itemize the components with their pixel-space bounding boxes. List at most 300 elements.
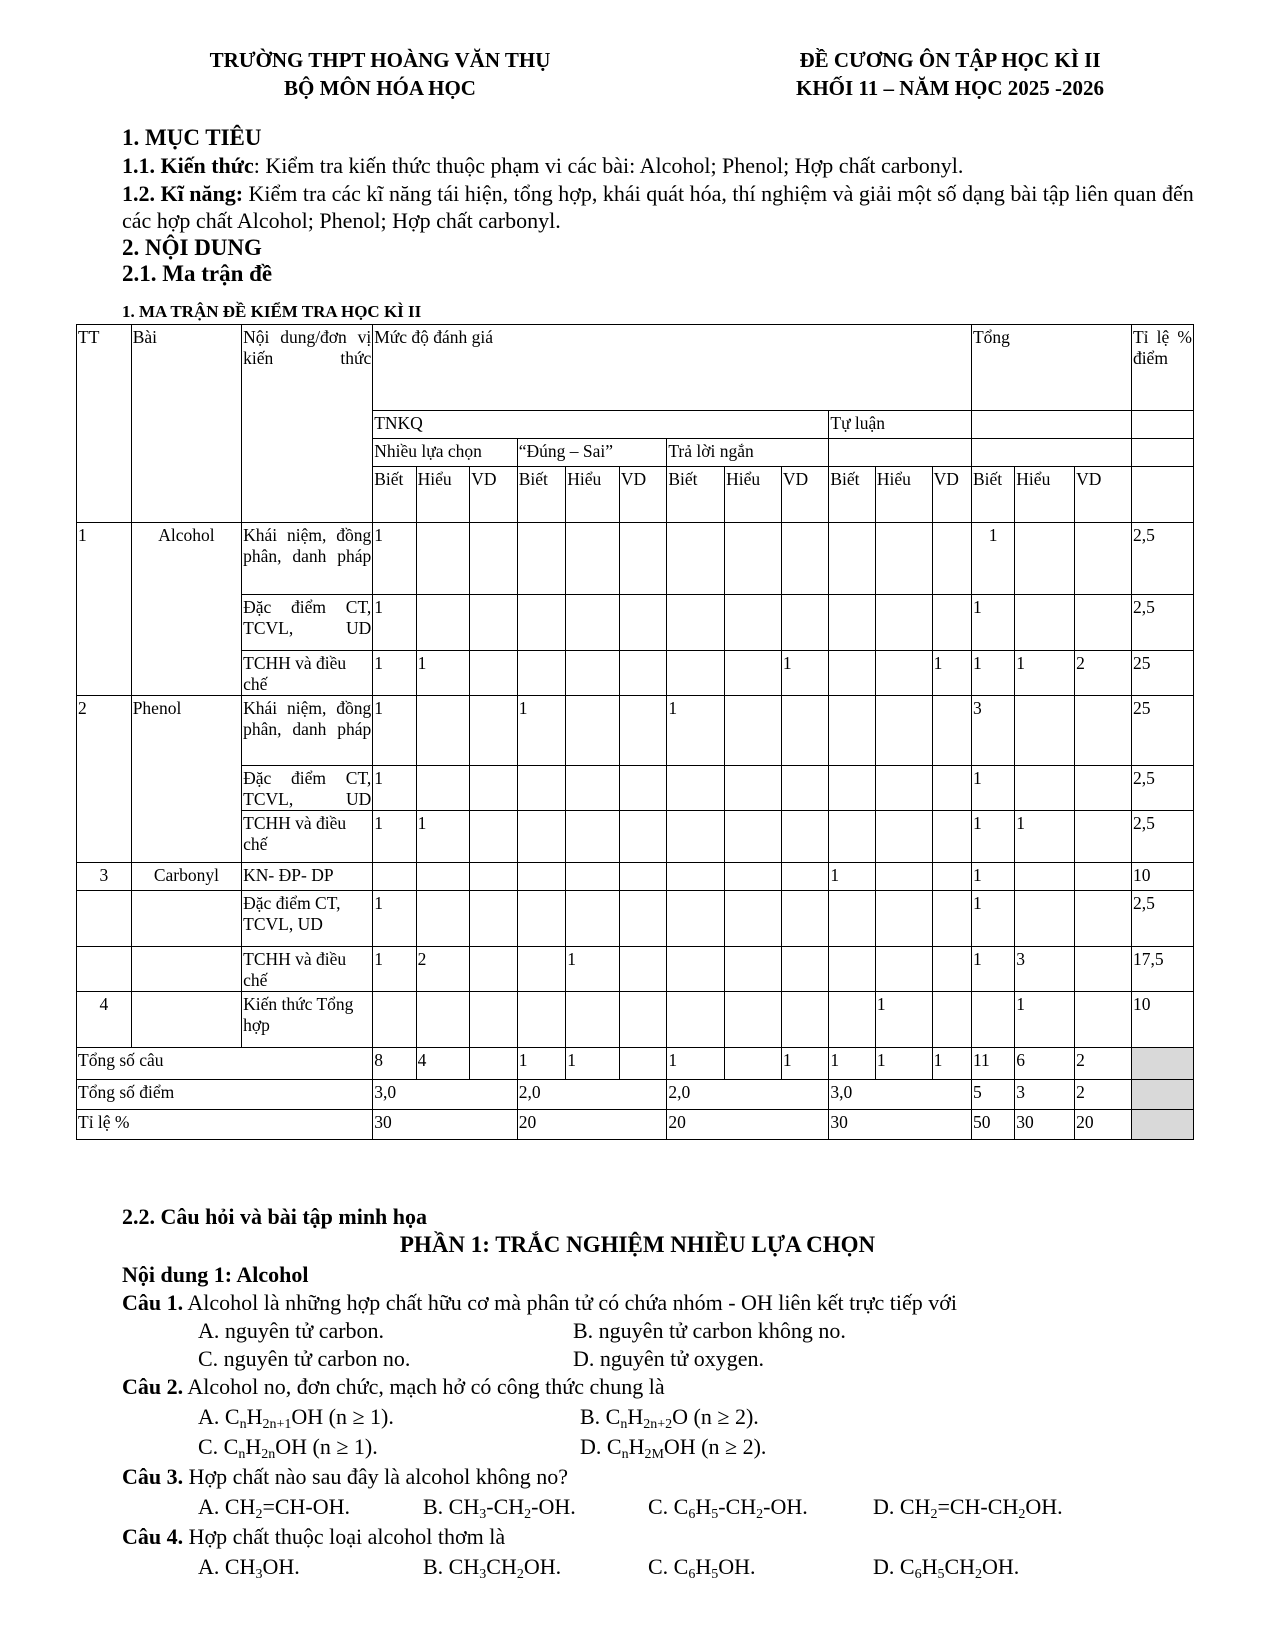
table-row <box>77 696 1194 766</box>
total-questions-cell: 1 <box>667 1048 725 1080</box>
header-noidung: Nội dung/đơn vị kiến thức <box>242 325 373 523</box>
knowledge-paragraph <box>122 152 1212 179</box>
total-questions-cell: 2 <box>1075 1048 1132 1080</box>
header-level: Hiểu <box>725 467 782 523</box>
ratio-cell: 30 <box>829 1110 972 1140</box>
table-row <box>77 947 1194 992</box>
department-name: BỘ MÔN HÓA HỌC <box>284 76 476 100</box>
header-level: VD <box>470 467 517 523</box>
question-text: Alcohol là những hợp chất hữu cơ mà phân tử có chứa nhóm - OH liên kết trực tiếp với <box>183 1290 958 1315</box>
question-text: Hợp chất nào sau đây là alcohol không no? <box>183 1464 569 1489</box>
matrix-cell <box>667 651 725 696</box>
section-1-title: 1. MỤC TIÊU <box>122 125 262 150</box>
table-row <box>77 992 1194 1048</box>
header-tuluan: Tự luận <box>829 411 972 439</box>
total-questions-cell: 1 <box>932 1048 971 1080</box>
matrix-cell <box>725 863 782 891</box>
header-level: Biết <box>517 467 566 523</box>
matrix-cell <box>619 891 666 947</box>
q1-option-c: C. nguyên tử carbon no. <box>198 1346 411 1371</box>
matrix-cell <box>470 696 517 766</box>
header-level: Hiểu <box>416 467 470 523</box>
header-level: Hiểu <box>566 467 620 523</box>
matrix-cell <box>875 947 932 992</box>
table-row <box>77 651 1194 696</box>
matrix-cell <box>829 766 875 811</box>
matrix-cell <box>1015 891 1075 947</box>
matrix-cell <box>470 863 517 891</box>
matrix-cell <box>517 811 566 863</box>
matrix-cell <box>725 696 782 766</box>
header-level: VD <box>1075 467 1132 523</box>
matrix-cell: 1 <box>971 766 1014 811</box>
content-1-title: Nội dung 1: Alcohol <box>122 1262 309 1287</box>
matrix-cell <box>619 696 666 766</box>
header-tnkq: TNKQ <box>373 411 829 439</box>
header-tt: TT <box>77 325 132 523</box>
matrix-cell <box>566 696 620 766</box>
matrix-cell: 1 <box>517 696 566 766</box>
matrix-cell <box>1075 595 1132 651</box>
matrix-cell: 1 <box>373 947 416 992</box>
matrix-cell <box>781 811 828 863</box>
matrix-cell: 1 <box>971 947 1014 992</box>
header-level: Biết <box>373 467 416 523</box>
row-noidung: TCHH và điều chế <box>242 651 373 696</box>
total-points-cell: 5 <box>971 1080 1014 1110</box>
matrix-cell <box>566 766 620 811</box>
question-label: Câu 1. <box>122 1290 184 1315</box>
matrix-body <box>77 523 1194 1140</box>
matrix-cell <box>619 595 666 651</box>
matrix-cell: 1 <box>373 811 416 863</box>
header-tile: Tỉ lệ % điểm <box>1131 325 1193 411</box>
row-noidung: TCHH và điều chế <box>242 947 373 992</box>
matrix-cell <box>619 811 666 863</box>
q1-option-b: B. nguyên tử carbon không no. <box>573 1318 846 1343</box>
row-noidung: TCHH và điều chế <box>242 811 373 863</box>
q2-option-d: D. $C_nH_{2M}OH$ (n ≥ 2). <box>580 1434 767 1462</box>
matrix-cell: 1 <box>416 651 470 696</box>
header-empty <box>1131 467 1193 523</box>
matrix-cell <box>781 523 828 595</box>
matrix-cell <box>566 891 620 947</box>
matrix-cell <box>725 651 782 696</box>
row-tile: 2,5 <box>1131 891 1193 947</box>
matrix-cell: 3 <box>1015 947 1075 992</box>
matrix-cell <box>781 766 828 811</box>
total-questions-row <box>77 1048 1194 1080</box>
matrix-cell <box>667 863 725 891</box>
question-3 <box>122 1464 568 1490</box>
matrix-cell <box>1075 891 1132 947</box>
matrix-cell <box>875 523 932 595</box>
total-questions-cell: 1 <box>829 1048 875 1080</box>
matrix-cell <box>725 992 782 1048</box>
header-mucdo: Mức độ đánh giá <box>373 325 972 411</box>
row-tile: 2,5 <box>1131 766 1193 811</box>
matrix-cell <box>932 947 971 992</box>
matrix-cell <box>829 891 875 947</box>
row-bai <box>131 947 241 992</box>
total-points-row <box>77 1080 1194 1110</box>
question-text: Hợp chất thuộc loại alcohol thơm là <box>183 1524 506 1549</box>
ratio-label: Tỉ lệ % <box>77 1110 373 1140</box>
matrix-cell <box>566 523 620 595</box>
header-bai: Bài <box>131 325 241 523</box>
row-bai: Alcohol <box>131 523 241 696</box>
total-points-cell: 3,0 <box>373 1080 517 1110</box>
total-questions-cell: 1 <box>875 1048 932 1080</box>
skill-label: 1.2. Kĩ năng: <box>122 181 244 206</box>
total-points-cell: 2,0 <box>517 1080 667 1110</box>
row-noidung: Kiến thức Tổng hợp <box>242 992 373 1048</box>
matrix-title: 1. MA TRẬN ĐỀ KIỂM TRA HỌC KÌ II <box>122 302 422 321</box>
assessment-matrix-table <box>76 324 1194 1140</box>
q2-option-c: C. $C_nH_{2n}OH$ (n ≥ 1). <box>198 1434 378 1462</box>
row-noidung: KN- ĐP- DP <box>242 863 373 891</box>
matrix-cell <box>1075 523 1132 595</box>
matrix-cell <box>517 863 566 891</box>
matrix-cell <box>517 595 566 651</box>
matrix-cell: 1 <box>971 891 1014 947</box>
matrix-cell <box>781 696 828 766</box>
matrix-cell: 1 <box>373 523 416 595</box>
total-questions-cell: 11 <box>971 1048 1014 1080</box>
matrix-cell <box>667 947 725 992</box>
matrix-cell: 2 <box>416 947 470 992</box>
knowledge-label: 1.1. Kiến thức <box>122 153 254 178</box>
matrix-cell <box>875 811 932 863</box>
total-questions-cell: 1 <box>517 1048 566 1080</box>
question-1 <box>122 1290 957 1316</box>
matrix-cell <box>875 863 932 891</box>
matrix-cell <box>875 696 932 766</box>
matrix-cell: 3 <box>971 696 1014 766</box>
matrix-cell <box>667 595 725 651</box>
matrix-cell <box>932 863 971 891</box>
total-questions-cell: 1 <box>781 1048 828 1080</box>
matrix-cell <box>725 766 782 811</box>
table-row <box>77 595 1194 651</box>
q3-option-b: B. $CH_3-CH_2-OH$. <box>423 1494 576 1522</box>
matrix-cell <box>619 651 666 696</box>
total-questions-cell: 1 <box>566 1048 620 1080</box>
matrix-cell <box>470 947 517 992</box>
matrix-cell: 1 <box>373 595 416 651</box>
ratio-row <box>77 1110 1194 1140</box>
matrix-cell <box>725 811 782 863</box>
ratio-cell: 20 <box>1075 1110 1132 1140</box>
matrix-cell <box>932 891 971 947</box>
matrix-cell <box>470 766 517 811</box>
header-empty <box>971 439 1131 467</box>
matrix-cell <box>667 811 725 863</box>
matrix-cell <box>416 595 470 651</box>
row-noidung: Khái niệm, đồng phân, danh pháp <box>242 523 373 595</box>
table-row <box>77 891 1194 947</box>
matrix-cell: 1 <box>373 651 416 696</box>
knowledge-text: : Kiểm tra kiến thức thuộc phạm vi các bài: Alcohol; Phenol; Hợp chất carbonyl. <box>253 153 964 178</box>
q4-option-c: C. $C_6H_5OH$. <box>648 1554 756 1582</box>
matrix-cell: 1 <box>566 947 620 992</box>
matrix-cell <box>781 947 828 992</box>
matrix-cell: 1 <box>1015 992 1075 1048</box>
ratio-cell: 30 <box>1015 1110 1075 1140</box>
header-empty <box>1131 411 1193 439</box>
matrix-cell <box>875 891 932 947</box>
matrix-cell: 1 <box>416 811 470 863</box>
matrix-cell <box>619 523 666 595</box>
matrix-cell: 1 <box>1015 651 1075 696</box>
section-2-1-title: 2.1. Ma trận đề <box>122 261 273 286</box>
matrix-cell: 2 <box>1075 651 1132 696</box>
matrix-cell <box>829 947 875 992</box>
matrix-cell: 1 <box>875 992 932 1048</box>
matrix-cell <box>1015 595 1075 651</box>
matrix-cell <box>875 595 932 651</box>
header-level: VD <box>932 467 971 523</box>
matrix-cell: 1 <box>373 696 416 766</box>
row-tile: 25 <box>1131 651 1193 696</box>
matrix-cell <box>932 992 971 1048</box>
total-points-cell: 3,0 <box>829 1080 972 1110</box>
matrix-cell <box>619 947 666 992</box>
matrix-cell <box>1075 947 1132 992</box>
shaded-cell <box>1131 1048 1193 1080</box>
q3-option-d: D. $CH_2=CH-CH_2OH$. <box>873 1494 1063 1522</box>
matrix-cell <box>517 766 566 811</box>
matrix-cell <box>829 651 875 696</box>
row-tt <box>77 891 132 947</box>
question-2 <box>122 1374 665 1400</box>
q2-option-a: A. $C_nH_{2n+1}OH$ (n ≥ 1). <box>198 1404 394 1432</box>
ratio-cell: 20 <box>667 1110 829 1140</box>
header-empty <box>971 411 1131 439</box>
matrix-cell: 1 <box>971 811 1014 863</box>
matrix-cell <box>373 992 416 1048</box>
part-1-title: PHẦN 1: TRẮC NGHIỆM NHIỀU LỰA CHỌN <box>399 1232 876 1257</box>
header-empty <box>1131 439 1193 467</box>
matrix-cell: 1 <box>971 863 1014 891</box>
matrix-cell: 1 <box>1015 811 1075 863</box>
matrix-cell <box>1075 863 1132 891</box>
row-tt: 3 <box>77 863 132 891</box>
row-tile: 10 <box>1131 863 1193 891</box>
matrix-cell: 1 <box>971 651 1014 696</box>
matrix-cell <box>619 766 666 811</box>
matrix-cell <box>416 696 470 766</box>
matrix-cell <box>1075 992 1132 1048</box>
matrix-cell: 1 <box>373 766 416 811</box>
total-questions-cell <box>725 1048 782 1080</box>
ratio-cell: 30 <box>373 1110 517 1140</box>
matrix-cell <box>416 891 470 947</box>
header-nlc: Nhiều lựa chọn <box>373 439 517 467</box>
matrix-cell <box>875 651 932 696</box>
matrix-cell <box>566 595 620 651</box>
shaded-cell <box>1131 1110 1193 1140</box>
matrix-cell <box>725 891 782 947</box>
matrix-cell: 1 <box>971 523 1014 595</box>
matrix-cell <box>373 863 416 891</box>
header-empty <box>829 439 972 467</box>
ratio-cell: 20 <box>517 1110 667 1140</box>
matrix-cell <box>416 863 470 891</box>
row-tt: 1 <box>77 523 132 696</box>
q3-option-c: C. $C_6H_5-CH_2-OH$. <box>648 1494 808 1522</box>
total-questions-cell: 8 <box>373 1048 416 1080</box>
matrix-cell <box>829 811 875 863</box>
row-tt <box>77 947 132 992</box>
matrix-cell <box>416 766 470 811</box>
question-4 <box>122 1524 505 1550</box>
q4-option-a: A. $CH_3OH$. <box>198 1554 300 1582</box>
table-row <box>77 523 1194 595</box>
row-tile: 17,5 <box>1131 947 1193 992</box>
matrix-cell: 1 <box>971 595 1014 651</box>
row-tile: 2,5 <box>1131 523 1193 595</box>
row-noidung: Đặc điểm CT, TCVL, UD <box>242 766 373 811</box>
matrix-cell <box>619 863 666 891</box>
row-bai <box>131 992 241 1048</box>
header-right <box>700 46 1200 102</box>
matrix-cell <box>470 891 517 947</box>
matrix-cell <box>829 523 875 595</box>
matrix-cell <box>667 992 725 1048</box>
matrix-cell <box>470 811 517 863</box>
row-tile: 2,5 <box>1131 811 1193 863</box>
total-questions-cell <box>470 1048 517 1080</box>
matrix-cell <box>781 595 828 651</box>
matrix-cell <box>517 651 566 696</box>
matrix-cell <box>566 863 620 891</box>
matrix-cell <box>470 651 517 696</box>
header-tong: Tổng <box>971 325 1131 411</box>
q1-option-d: D. nguyên tử oxygen. <box>573 1346 764 1371</box>
matrix-cell <box>566 811 620 863</box>
matrix-cell <box>781 863 828 891</box>
total-points-label: Tổng số điểm <box>77 1080 373 1110</box>
matrix-cell <box>517 523 566 595</box>
q3-option-a: A. $CH_2=CH-OH$. <box>198 1494 351 1522</box>
q4-option-d: D. $C_6H_5CH_2OH$. <box>873 1554 1020 1582</box>
header-level: VD <box>619 467 666 523</box>
matrix-cell <box>829 595 875 651</box>
matrix-cell <box>470 595 517 651</box>
header-level: Hiểu <box>875 467 932 523</box>
total-points-cell: 3 <box>1015 1080 1075 1110</box>
question-label: Câu 4. <box>122 1524 184 1549</box>
matrix-cell <box>932 766 971 811</box>
matrix-cell: 1 <box>932 651 971 696</box>
matrix-cell <box>932 523 971 595</box>
table-row <box>77 863 1194 891</box>
total-points-cell: 2,0 <box>667 1080 829 1110</box>
q4-option-b: B. $CH_3CH_2OH$. <box>423 1554 562 1582</box>
header-level: Biết <box>667 467 725 523</box>
row-tile: 2,5 <box>1131 595 1193 651</box>
total-questions-label: Tổng số câu <box>77 1048 373 1080</box>
total-points-cell: 2 <box>1075 1080 1132 1110</box>
matrix-cell <box>781 992 828 1048</box>
total-questions-cell: 6 <box>1015 1048 1075 1080</box>
row-bai <box>131 891 241 947</box>
matrix-cell <box>1015 523 1075 595</box>
matrix-cell: 1 <box>829 863 875 891</box>
question-label: Câu 3. <box>122 1464 184 1489</box>
question-label: Câu 2. <box>122 1374 184 1399</box>
total-questions-cell: 4 <box>416 1048 470 1080</box>
row-noidung: Đặc điểm CT, TCVL, UD <box>242 891 373 947</box>
question-text: Alcohol no, đơn chức, mạch hở có công thức chung là <box>183 1374 665 1399</box>
matrix-cell <box>667 523 725 595</box>
header-tlngan: Trả lời ngắn <box>667 439 829 467</box>
section-2-2-title: 2.2. Câu hỏi và bài tập minh họa <box>122 1204 428 1229</box>
row-tt: 2 <box>77 696 132 863</box>
total-questions-cell <box>619 1048 666 1080</box>
row-bai: Carbonyl <box>131 863 241 891</box>
matrix-cell <box>517 992 566 1048</box>
matrix-cell <box>829 696 875 766</box>
row-tile: 10 <box>1131 992 1193 1048</box>
document-title: ĐỀ CƯƠNG ÔN TẬP HỌC KÌ II <box>799 48 1101 72</box>
table-row <box>77 766 1194 811</box>
header-left <box>120 46 640 102</box>
matrix-cell <box>1075 811 1132 863</box>
matrix-cell <box>1015 863 1075 891</box>
matrix-cell <box>1015 766 1075 811</box>
matrix-cell <box>1075 696 1132 766</box>
header-level: Hiểu <box>1015 467 1075 523</box>
matrix-cell <box>932 696 971 766</box>
row-tt: 4 <box>77 992 132 1048</box>
section-2-title: 2. NỘI DUNG <box>122 235 262 260</box>
matrix-cell <box>932 595 971 651</box>
header-dungsai: “Đúng – Sai” <box>517 439 667 467</box>
matrix-cell <box>566 651 620 696</box>
matrix-cell <box>725 595 782 651</box>
matrix-cell <box>1075 766 1132 811</box>
matrix-cell <box>725 523 782 595</box>
matrix-cell <box>416 523 470 595</box>
header-level: VD <box>781 467 828 523</box>
matrix-cell: 1 <box>667 696 725 766</box>
ratio-cell: 50 <box>971 1110 1014 1140</box>
table-row <box>77 811 1194 863</box>
matrix-cell <box>875 766 932 811</box>
row-noidung: Đặc điểm CT, TCVL, UD <box>242 595 373 651</box>
matrix-cell: 1 <box>373 891 416 947</box>
matrix-cell <box>619 992 666 1048</box>
shaded-cell <box>1131 1080 1193 1110</box>
matrix-cell <box>517 947 566 992</box>
q2-option-b: B. $C_nH_{2n+2}O$ (n ≥ 2). <box>580 1404 759 1432</box>
matrix-cell <box>517 891 566 947</box>
school-name: TRƯỜNG THPT HOÀNG VĂN THỤ <box>209 48 551 72</box>
matrix-cell <box>932 811 971 863</box>
row-tile: 25 <box>1131 696 1193 766</box>
row-bai: Phenol <box>131 696 241 863</box>
matrix-cell <box>1015 696 1075 766</box>
matrix-cell <box>781 891 828 947</box>
skill-paragraph <box>122 180 1212 234</box>
matrix-cell <box>667 766 725 811</box>
matrix-cell <box>971 992 1014 1048</box>
matrix-cell <box>829 992 875 1048</box>
matrix-header-row-1 <box>77 325 1194 411</box>
document-subtitle: KHỐI 11 – NĂM HỌC 2025 -2026 <box>796 76 1104 100</box>
